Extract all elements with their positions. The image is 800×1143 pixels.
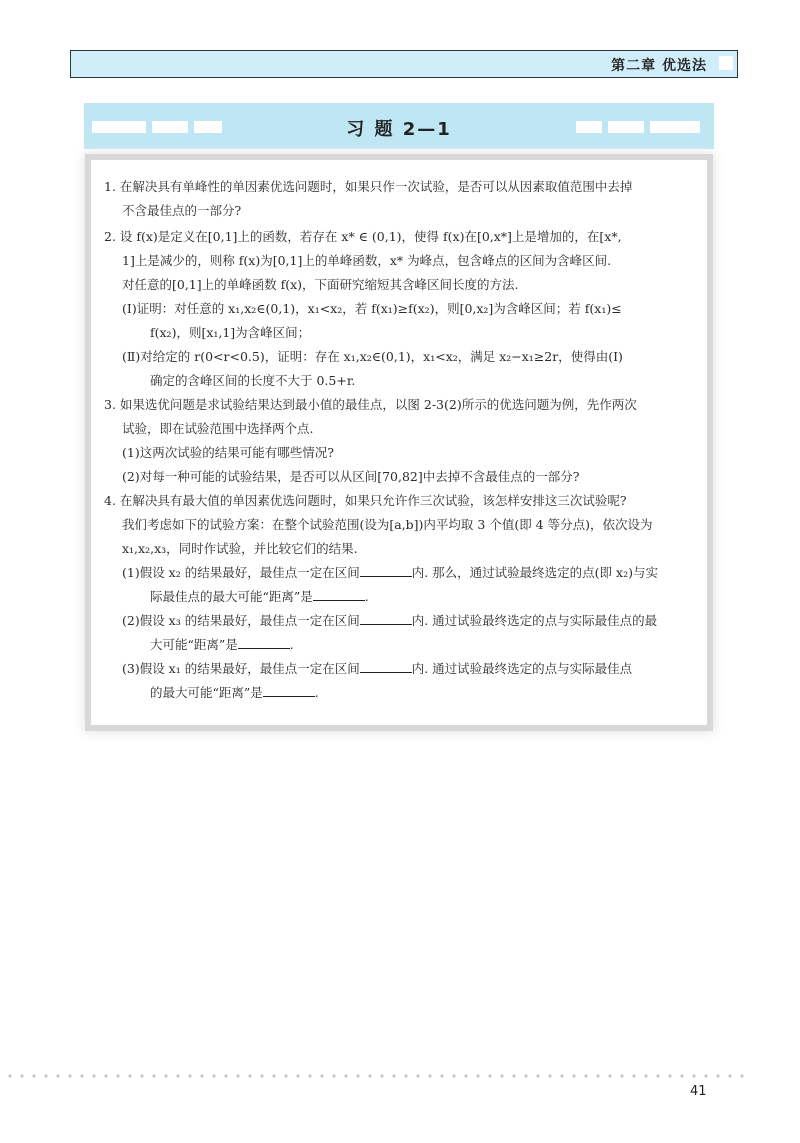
- q4-part3-text-b: 内. 通过试验最终选定的点与实际最佳点: [411, 661, 633, 676]
- q2-part1-line-2: f(x₂)，则[x₁,1]为含峰区间；: [150, 325, 311, 340]
- q4-part3-text-c: 的最大可能“距离”是: [150, 685, 263, 700]
- footer-dotted-line: [4, 1074, 744, 1078]
- q4-part3-line-2: [150, 684, 319, 702]
- q4-part2-text-c: 大可能“距离”是: [150, 637, 238, 652]
- q4-part1-text-b: 内. 那么，通过试验最终选定的点(即 x₂)与实: [411, 565, 658, 580]
- q4-part1-line-2: [150, 588, 369, 606]
- q4-part1-text-a: (1)假设 x₂ 的结果最好，最佳点一定在区间: [122, 565, 360, 580]
- answer-blank: [313, 588, 365, 601]
- header-square-decoration: [719, 56, 733, 70]
- chapter-header-bar: [70, 50, 738, 78]
- q2-part2-line-2: 确定的含峰区间的长度不大于 0.5+r.: [150, 373, 356, 388]
- q4-part2-text-a: (2)假设 x₃ 的结果最好，最佳点一定在区间: [122, 613, 360, 628]
- q4-line-1: 4. 在解决具有最大值的单因素优选问题时，如果只允许作三次试验，该怎样安排这三次试验呢?: [104, 493, 627, 508]
- q4-part1-line-1: [122, 564, 658, 582]
- q1-line-1: 1. 在解决具有单峰性的单因素优选问题时，如果只作一次试验，是否可以从因素取值范围中去掉: [104, 179, 633, 194]
- period: .: [364, 589, 369, 604]
- q3-line-1: 3. 如果选优问题是求试验结果达到最小值的最佳点，以图 2-3(2)所示的优选问题为例，先作两次: [104, 397, 637, 412]
- q4-part2-text-b: 内. 通过试验最终选定的点与实际最佳点的最: [411, 613, 658, 628]
- q4-part2-line-2: [150, 636, 294, 654]
- answer-blank: [360, 660, 412, 673]
- q4-part3-line-1: [122, 660, 632, 678]
- q2-line-1: 2. 设 f(x)是定义在[0,1]上的函数，若存在 x* ∈ (0,1)，使得 f(x)在[0,x*]上是增加的，在[x*,: [104, 229, 622, 244]
- answer-blank: [360, 612, 412, 625]
- q1-line-2: 不含最佳点的一部分?: [122, 203, 242, 218]
- period: .: [289, 637, 294, 652]
- banner-decoration-right-2: [608, 121, 644, 133]
- q2-line-2: 1]上是减少的，则称 f(x)为[0,1]上的单峰函数，x* 为峰点，包含峰点的区间为含峰区间.: [122, 253, 612, 268]
- q4-part2-line-1: [122, 612, 657, 630]
- answer-blank: [360, 564, 412, 577]
- q2-part2-line-1: (Ⅱ)对给定的 r(0<r<0.5)，证明：存在 x₁,x₂∈(0,1)，x₁<x₂，满足 x₂−x₁≥2r，使得由(Ⅰ): [122, 349, 623, 364]
- period: .: [314, 685, 319, 700]
- answer-blank: [263, 684, 315, 697]
- page-number: 41: [690, 1084, 707, 1099]
- q2-line-3: 对任意的[0,1]上的单峰函数 f(x)，下面研究缩短其含峰区间长度的方法.: [122, 277, 519, 292]
- q4-line-2: 我们考虑如下的试验方案：在整个试验范围(设为[a,b])内平均取 3 个值(即 4 等分点)，依次设为: [122, 517, 653, 532]
- q3-line-2: 试验，即在试验范围中选择两个点.: [122, 421, 314, 436]
- exercise-banner: [84, 103, 714, 149]
- q4-part3-text-a: (3)假设 x₁ 的结果最好，最佳点一定在区间: [122, 661, 360, 676]
- banner-decoration-right-1: [576, 121, 602, 133]
- q2-part1-line-1: (Ⅰ)证明：对任意的 x₁,x₂∈(0,1)，x₁<x₂，若 f(x₁)≥f(x₂)，则[0,x₂]为含峰区间；若 f(x₁)≤: [122, 301, 622, 316]
- exercise-title: 习 题 2—1: [346, 119, 452, 140]
- banner-decoration-right-3: [650, 121, 700, 133]
- chapter-title: 第二章 优选法: [611, 58, 707, 74]
- q3-part2: (2)对每一种可能的试验结果，是否可以从区间[70,82]中去掉不含最佳点的一部分?: [122, 469, 580, 484]
- q4-part1-text-c: 际最佳点的最大可能“距离”是: [150, 589, 313, 604]
- answer-blank: [238, 636, 290, 649]
- q4-line-3: x₁,x₂,x₃，同时作试验，并比较它们的结果.: [122, 541, 358, 556]
- q3-part1: (1)这两次试验的结果可能有哪些情况?: [122, 445, 334, 460]
